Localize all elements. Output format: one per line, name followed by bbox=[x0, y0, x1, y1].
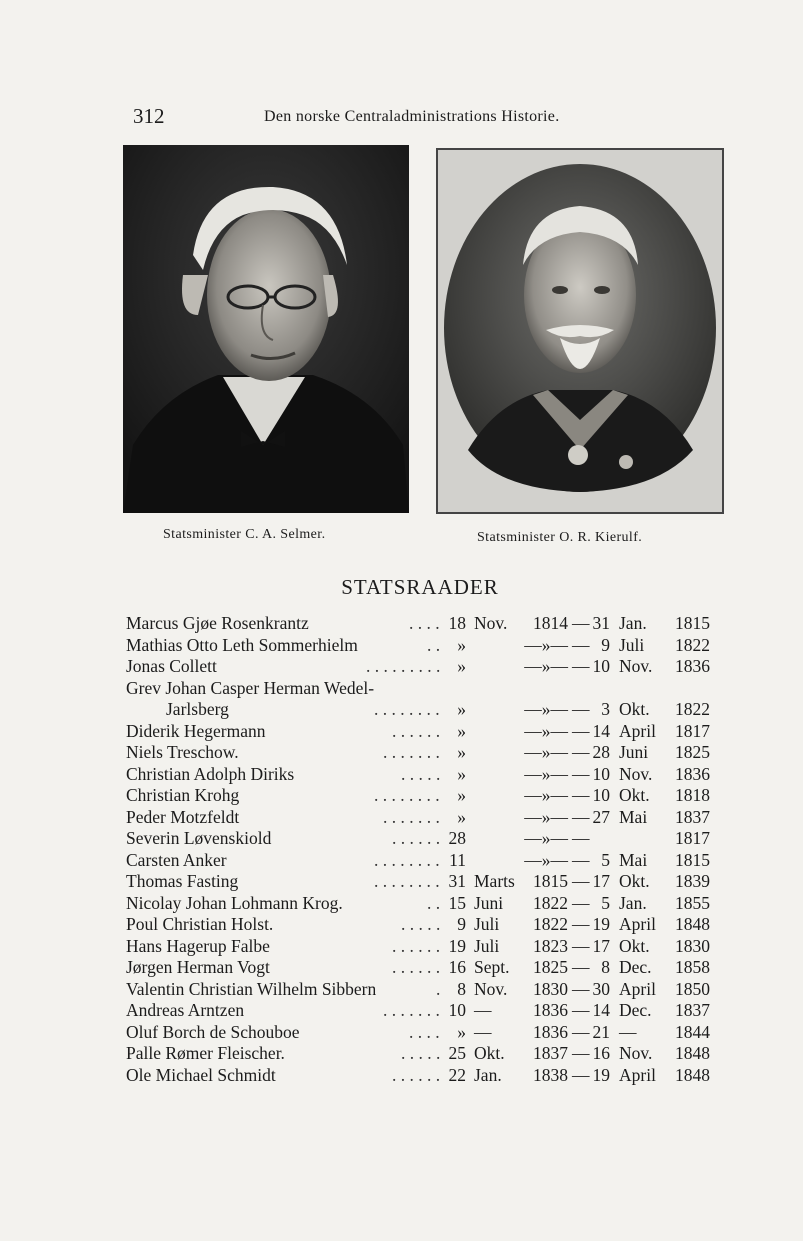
page-number: 312 bbox=[133, 104, 165, 128]
end-month: Mai bbox=[619, 806, 648, 827]
end-year: 1815 bbox=[675, 849, 710, 870]
list-item bbox=[126, 1043, 726, 1065]
range-dash: — bbox=[572, 892, 590, 913]
end-year: 1837 bbox=[675, 1000, 710, 1020]
start-year: 1830 bbox=[533, 978, 568, 999]
range-dash: — bbox=[572, 978, 590, 999]
end-year: 1830 bbox=[675, 935, 710, 956]
leader-dots: . . . . . bbox=[401, 914, 441, 934]
end-day: 30 bbox=[592, 978, 610, 999]
minister-name: Andreas Arntzen bbox=[126, 1000, 245, 1020]
leader-dots: . . . . . . . bbox=[383, 1000, 440, 1020]
list-item bbox=[126, 807, 726, 829]
minister-name: Diderik Hegermann bbox=[126, 720, 266, 741]
end-day: 9 bbox=[601, 634, 610, 655]
end-day: 14 bbox=[592, 720, 610, 741]
end-month: Juni bbox=[619, 742, 649, 762]
start-year: —»— bbox=[524, 849, 568, 870]
range-dash: — bbox=[572, 613, 590, 633]
range-dash: — bbox=[572, 720, 590, 741]
range-dash: — bbox=[572, 1000, 590, 1020]
start-month: Juni bbox=[474, 892, 504, 913]
list-item bbox=[126, 1000, 726, 1022]
end-day: 31 bbox=[592, 613, 610, 633]
end-month: Okt. bbox=[619, 935, 650, 956]
list-item bbox=[126, 957, 726, 979]
leader-dots: . . . . . . . . . bbox=[366, 656, 441, 676]
end-month: — bbox=[619, 1021, 637, 1042]
end-year: 1850 bbox=[675, 978, 710, 999]
range-dash: — bbox=[572, 634, 590, 655]
end-day: 19 bbox=[592, 1064, 610, 1085]
start-day: » bbox=[457, 742, 466, 762]
leader-dots: . . bbox=[427, 634, 441, 655]
start-month: Sept. bbox=[474, 957, 510, 977]
minister-name: Ole Michael Schmidt bbox=[126, 1064, 276, 1085]
minister-name: Oluf Borch de Schouboe bbox=[126, 1021, 300, 1042]
start-year: —»— bbox=[524, 806, 568, 827]
leader-dots: . . . . . . bbox=[392, 1064, 441, 1085]
leader-dots: . . . . bbox=[409, 1021, 440, 1042]
start-day: » bbox=[457, 634, 466, 655]
minister-name: Christian Adolph Diriks bbox=[126, 763, 295, 784]
leader-dots: . . bbox=[427, 892, 441, 913]
range-dash: — bbox=[572, 656, 590, 676]
minister-name: Jarlsberg bbox=[166, 699, 229, 719]
leader-dots: . . . . . . bbox=[392, 935, 441, 956]
range-dash: — bbox=[572, 935, 590, 956]
end-year: 1815 bbox=[675, 613, 710, 633]
start-year: 1836 bbox=[533, 1000, 568, 1020]
start-year: —»— bbox=[524, 720, 568, 741]
leader-dots: . . . . . . . bbox=[383, 806, 440, 827]
start-day: 18 bbox=[448, 613, 466, 633]
end-day: 21 bbox=[592, 1021, 610, 1042]
end-month: Nov. bbox=[619, 763, 653, 784]
start-year: 1823 bbox=[533, 935, 568, 956]
start-month: Jan. bbox=[474, 1064, 502, 1085]
minister-name: Jonas Collett bbox=[126, 656, 217, 676]
start-day: 19 bbox=[448, 935, 466, 956]
statsraader-list bbox=[126, 613, 726, 1086]
page-header bbox=[0, 104, 803, 130]
end-day: 14 bbox=[592, 1000, 610, 1020]
range-dash: — bbox=[572, 1064, 590, 1085]
end-day: 5 bbox=[601, 892, 610, 913]
end-year: 1822 bbox=[675, 634, 710, 655]
end-day: 16 bbox=[592, 1043, 610, 1063]
minister-name: Jørgen Herman Vogt bbox=[126, 957, 270, 977]
start-year: 1837 bbox=[533, 1043, 568, 1063]
minister-name: Poul Christian Holst. bbox=[126, 914, 274, 934]
end-month: Dec. bbox=[619, 957, 652, 977]
running-title: Den norske Centraladministrations Historie. bbox=[264, 108, 560, 125]
end-day: 8 bbox=[601, 957, 610, 977]
leader-dots: . . . . . . bbox=[392, 957, 441, 977]
minister-name: Palle Rømer Fleischer. bbox=[126, 1043, 285, 1063]
range-dash: — bbox=[572, 871, 590, 891]
end-month: Nov. bbox=[619, 1043, 653, 1063]
minister-name: Hans Hagerup Falbe bbox=[126, 935, 270, 956]
portrait-kierulf bbox=[436, 148, 724, 514]
minister-name: Christian Krohg bbox=[126, 785, 240, 805]
start-day: 16 bbox=[448, 957, 466, 977]
end-year: 1817 bbox=[675, 828, 710, 848]
minister-name: Nicolay Johan Lohmann Krog. bbox=[126, 892, 343, 913]
range-dash: — bbox=[572, 849, 590, 870]
start-month: Marts bbox=[474, 871, 515, 891]
list-item bbox=[126, 656, 726, 678]
minister-name: Grev Johan Casper Herman Wedel- bbox=[126, 677, 375, 698]
end-day: 5 bbox=[601, 849, 610, 870]
end-year: 1836 bbox=[675, 656, 710, 676]
range-dash: — bbox=[572, 763, 590, 784]
list-item bbox=[126, 871, 726, 893]
start-day: 22 bbox=[448, 1064, 466, 1085]
end-year: 1848 bbox=[675, 1043, 710, 1063]
end-day: 3 bbox=[601, 699, 610, 719]
start-year: —»— bbox=[524, 785, 568, 805]
start-day: 8 bbox=[457, 978, 466, 999]
end-day: 17 bbox=[592, 871, 610, 891]
end-month: April bbox=[619, 720, 656, 741]
caption-selmer: Statsminister C. A. Selmer. bbox=[163, 527, 326, 542]
start-day: » bbox=[457, 656, 466, 676]
minister-name: Peder Motzfeldt bbox=[126, 806, 240, 827]
leader-dots: . . . . . . . . bbox=[374, 849, 440, 870]
list-item bbox=[126, 721, 726, 743]
start-year: —»— bbox=[524, 699, 568, 719]
start-year: —»— bbox=[524, 656, 568, 676]
end-day: 10 bbox=[592, 785, 610, 805]
end-day: 10 bbox=[592, 656, 610, 676]
start-day: 15 bbox=[448, 892, 466, 913]
list-item bbox=[126, 850, 726, 872]
end-month: Juli bbox=[619, 634, 645, 655]
list-item bbox=[126, 936, 726, 958]
end-year: 1837 bbox=[675, 806, 710, 827]
list-item bbox=[126, 893, 726, 915]
start-year: 1838 bbox=[533, 1064, 568, 1085]
minister-name: Marcus Gjøe Rosenkrantz bbox=[126, 613, 309, 633]
end-year: 1855 bbox=[675, 892, 710, 913]
end-year: 1848 bbox=[675, 1064, 710, 1085]
start-year: 1822 bbox=[533, 892, 568, 913]
end-month: Jan. bbox=[619, 613, 647, 633]
minister-name: Severin Løvenskiold bbox=[126, 828, 272, 848]
portrait-selmer bbox=[123, 145, 409, 513]
list-item bbox=[126, 613, 726, 635]
end-month: Okt. bbox=[619, 871, 650, 891]
end-day: 27 bbox=[592, 806, 610, 827]
end-year: 1817 bbox=[675, 720, 710, 741]
end-month: April bbox=[619, 914, 656, 934]
start-month: — bbox=[474, 1021, 492, 1042]
start-year: —»— bbox=[524, 828, 568, 848]
start-day: » bbox=[457, 720, 466, 741]
caption-kierulf: Statsminister O. R. Kierulf. bbox=[477, 530, 643, 545]
list-item bbox=[126, 699, 726, 721]
end-month: April bbox=[619, 978, 656, 999]
end-year: 1836 bbox=[675, 763, 710, 784]
end-month: April bbox=[619, 1064, 656, 1085]
end-year: 1839 bbox=[675, 871, 710, 891]
start-month: — bbox=[474, 1000, 492, 1020]
range-dash: — bbox=[572, 914, 590, 934]
range-dash: — bbox=[572, 699, 590, 719]
leader-dots: . . . . . . bbox=[392, 828, 441, 848]
list-item bbox=[126, 828, 726, 850]
end-year: 1844 bbox=[675, 1021, 710, 1042]
start-day: 11 bbox=[449, 849, 466, 870]
leader-dots: . . . . . . . . bbox=[374, 871, 440, 891]
minister-name: Thomas Fasting bbox=[126, 871, 239, 891]
start-day: » bbox=[457, 1021, 466, 1042]
end-day: 10 bbox=[592, 763, 610, 784]
start-day: 25 bbox=[448, 1043, 466, 1063]
start-day: 28 bbox=[448, 828, 466, 848]
start-day: 10 bbox=[448, 1000, 466, 1020]
list-item bbox=[126, 1022, 726, 1044]
minister-name: Valentin Christian Wilhelm Sibbern bbox=[126, 978, 377, 999]
minister-name: Mathias Otto Leth Sommerhielm bbox=[126, 634, 358, 655]
range-dash: — bbox=[572, 1043, 590, 1063]
leader-dots: . . . . . . bbox=[392, 720, 441, 741]
start-day: » bbox=[457, 806, 466, 827]
end-month: Jan. bbox=[619, 892, 647, 913]
start-year: 1822 bbox=[533, 914, 568, 934]
start-year: 1814 bbox=[533, 613, 568, 633]
start-year: 1815 bbox=[533, 871, 568, 891]
start-year: —»— bbox=[524, 763, 568, 784]
range-dash: — bbox=[572, 1021, 590, 1042]
minister-name: Niels Treschow. bbox=[126, 742, 239, 762]
list-item bbox=[126, 764, 726, 786]
start-day: » bbox=[457, 785, 466, 805]
range-dash: — bbox=[572, 806, 590, 827]
range-dash: — bbox=[572, 828, 590, 848]
list-item bbox=[126, 979, 726, 1001]
minister-name: Carsten Anker bbox=[126, 849, 227, 870]
end-month: Nov. bbox=[619, 656, 653, 676]
end-year: 1858 bbox=[675, 957, 710, 977]
leader-dots: . . . . . bbox=[401, 1043, 441, 1063]
start-month: Nov. bbox=[474, 978, 508, 999]
range-dash: — bbox=[572, 957, 590, 977]
end-day: 28 bbox=[592, 742, 610, 762]
end-day: 19 bbox=[592, 914, 610, 934]
end-day: 17 bbox=[592, 935, 610, 956]
range-dash: — bbox=[572, 742, 590, 762]
end-month: Okt. bbox=[619, 699, 650, 719]
start-day: » bbox=[457, 763, 466, 784]
list-item bbox=[126, 785, 726, 807]
list-item bbox=[126, 678, 726, 700]
list-item bbox=[126, 635, 726, 657]
start-month: Nov. bbox=[474, 613, 508, 633]
start-year: 1836 bbox=[533, 1021, 568, 1042]
list-item bbox=[126, 914, 726, 936]
end-month: Okt. bbox=[619, 785, 650, 805]
list-item bbox=[126, 742, 726, 764]
range-dash: — bbox=[572, 785, 590, 805]
leader-dots: . . . . . . . bbox=[383, 742, 440, 762]
start-month: Okt. bbox=[474, 1043, 505, 1063]
leader-dots: . bbox=[436, 978, 441, 999]
end-year: 1822 bbox=[675, 699, 710, 719]
list-item bbox=[126, 1065, 726, 1087]
end-year: 1825 bbox=[675, 742, 710, 762]
start-year: —»— bbox=[524, 742, 568, 762]
start-month: Juli bbox=[474, 914, 500, 934]
start-year: —»— bbox=[524, 634, 568, 655]
end-month: Mai bbox=[619, 849, 648, 870]
start-year: 1825 bbox=[533, 957, 568, 977]
start-month: Juli bbox=[474, 935, 500, 956]
leader-dots: . . . . bbox=[409, 613, 440, 633]
end-month: Dec. bbox=[619, 1000, 652, 1020]
end-year: 1818 bbox=[675, 785, 710, 805]
leader-dots: . . . . . . . . bbox=[374, 699, 440, 719]
start-day: 31 bbox=[448, 871, 466, 891]
section-title: STATSRAADER bbox=[341, 575, 499, 599]
leader-dots: . . . . . . . . bbox=[374, 785, 440, 805]
end-year: 1848 bbox=[675, 914, 710, 934]
start-day: 9 bbox=[457, 914, 466, 934]
leader-dots: . . . . . bbox=[401, 763, 441, 784]
start-day: » bbox=[457, 699, 466, 719]
